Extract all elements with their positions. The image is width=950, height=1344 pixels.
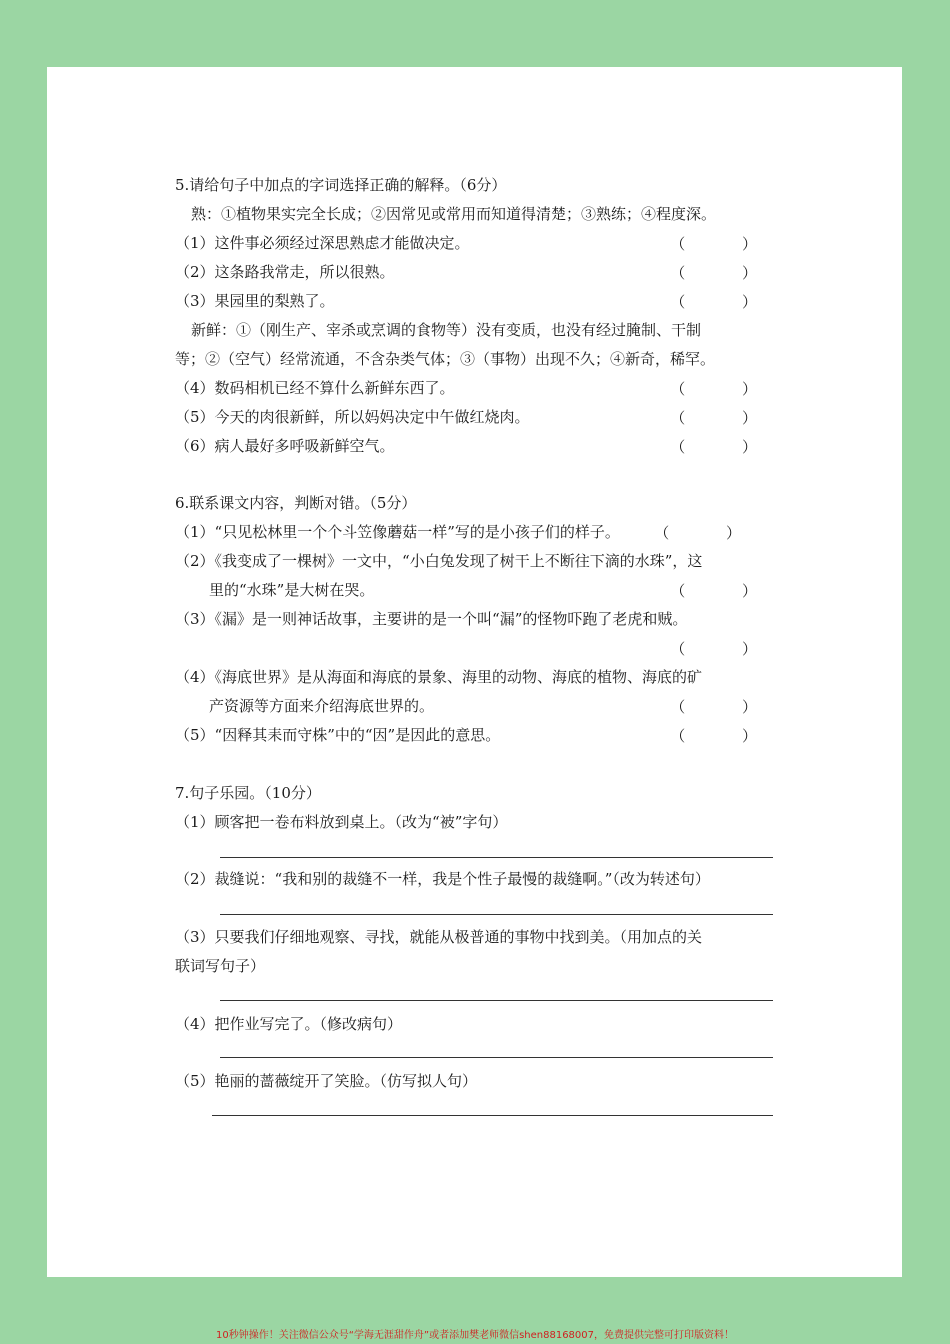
answer-blank[interactable]: （ ） <box>670 640 783 658</box>
answer-blank[interactable]: （ ） <box>670 380 783 398</box>
answer-blank[interactable]: （ ） <box>670 264 783 282</box>
answer-blank[interactable]: （ ） <box>670 582 783 600</box>
q5-xinxian-definition-1: 新鲜：①（刚生产、宰杀或烹调的食物等）没有变质，也没有经过腌制、干制 <box>191 321 702 339</box>
answer-line[interactable] <box>220 1057 773 1058</box>
q6-item-4-line-2: 产资源等方面来介绍海底世界的。 <box>209 697 435 715</box>
q6-item-1: （1）“只见松林里一个个斗笠像蘑菇一样”写的是小孩子们的样子。 <box>175 523 620 541</box>
q6-item-5: （5）“因释其耒而守株”中的“因”是因此的意思。 <box>175 726 501 744</box>
q7-item-1: （1）顾客把一卷布料放到桌上。（改为“被”字句） <box>175 813 508 831</box>
q5-title: 5.请给句子中加点的字词选择正确的解释。（6分） <box>175 176 507 194</box>
q5-xinxian-definition-2: 等；②（空气）经常流通，不含杂类气体；③（事物）出现不久；④新奇，稀罕。 <box>175 350 716 368</box>
q5-item-3: （3）果园里的梨熟了。 <box>175 292 335 310</box>
q7-item-2: （2）裁缝说：“我和别的裁缝不一样，我是个性子最慢的裁缝啊。”（改为转述句） <box>175 870 710 888</box>
q5-item-4: （4）数码相机已经不算什么新鲜东西了。 <box>175 379 455 397</box>
answer-line[interactable] <box>220 1000 773 1001</box>
answer-blank[interactable]: （ ） <box>670 727 783 745</box>
q7-title: 7.句子乐园。（10分） <box>175 784 321 802</box>
q5-item-5: （5）今天的肉很新鲜，所以妈妈决定中午做红烧肉。 <box>175 408 530 426</box>
q6-item-4-line-1: （4）《海底世界》是从海面和海底的景象、海里的动物、海底的植物、海底的矿 <box>175 668 703 686</box>
answer-blank[interactable]: （ ） <box>654 524 767 542</box>
answer-blank[interactable]: （ ） <box>670 293 783 311</box>
worksheet-page <box>47 67 902 1277</box>
answer-line[interactable] <box>212 1115 773 1116</box>
answer-blank[interactable]: （ ） <box>670 438 783 456</box>
footer-promo-text: 10秒钟操作！关注微信公众号“学海无涯甜作舟”或者添加樊老师微信shen88168007，免费提供完整可打印版资料！ <box>215 1330 735 1341</box>
q7-item-4: （4）把作业写完了。（修改病句） <box>175 1015 403 1033</box>
q7-item-3-line-1: （3）只要我们仔细地观察、寻找，就能从极普通的事物中找到美。（用加点的关 <box>175 928 703 946</box>
answer-line[interactable] <box>220 914 773 915</box>
q7-item-3-line-2: 联词写句子） <box>175 957 266 975</box>
answer-blank[interactable]: （ ） <box>670 409 783 427</box>
q5-item-2: （2）这条路我常走，所以很熟。 <box>175 263 395 281</box>
q6-item-3: （3）《漏》是一则神话故事，主要讲的是一个叫“漏”的怪物吓跑了老虎和贼。 <box>175 610 688 628</box>
answer-blank[interactable]: （ ） <box>670 235 783 253</box>
q5-shu-definition: 熟：①植物果实完全长成；②因常见或常用而知道得清楚；③熟练；④程度深。 <box>191 205 717 223</box>
q6-item-2-line-2: 里的“水珠”是大树在哭。 <box>209 581 375 599</box>
q6-item-2-line-1: （2）《我变成了一棵树》一文中，“小白兔发现了树干上不断往下滴的水珠”，这 <box>175 552 703 570</box>
answer-line[interactable] <box>220 857 773 858</box>
q6-title: 6.联系课文内容，判断对错。（5分） <box>175 494 417 512</box>
q5-item-6: （6）病人最好多呼吸新鲜空气。 <box>175 437 395 455</box>
answer-blank[interactable]: （ ） <box>670 698 783 716</box>
q5-item-1: （1）这件事必须经过深思熟虑才能做决定。 <box>175 234 470 252</box>
q7-item-5: （5）艳丽的蔷薇绽开了笑脸。（仿写拟人句） <box>175 1072 478 1090</box>
